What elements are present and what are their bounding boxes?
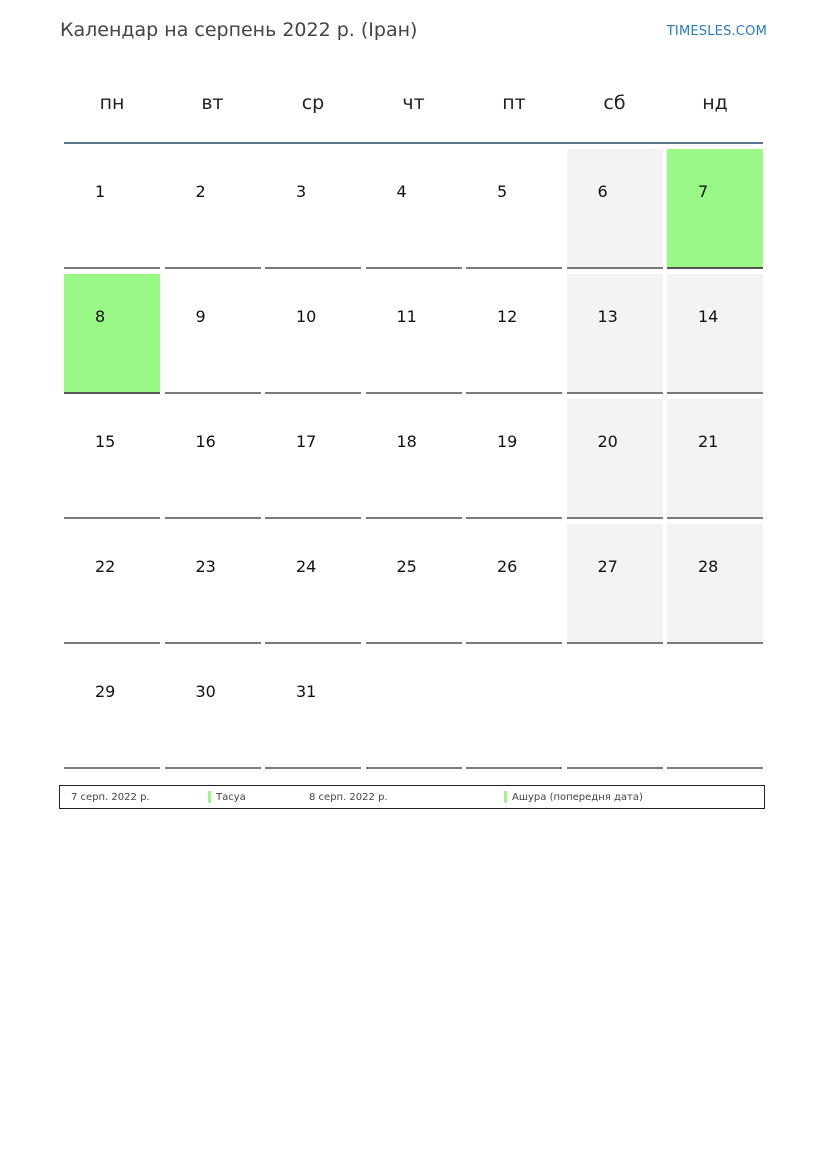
- weekday-label: сб: [603, 92, 626, 114]
- day-cell: [567, 399, 663, 519]
- day-cell: [165, 399, 261, 519]
- day-number: 5: [497, 182, 508, 201]
- brand-link[interactable]: TIMESLES.COM: [666, 24, 767, 39]
- page-title: Календар на серпень 2022 р. (Іран): [60, 19, 418, 41]
- day-number: 28: [698, 557, 719, 576]
- day-number: 14: [698, 307, 719, 326]
- day-number: 22: [95, 557, 116, 576]
- day-cell: [366, 399, 462, 519]
- day-number: 30: [195, 682, 216, 701]
- day-number: 27: [597, 557, 618, 576]
- day-cell: [466, 149, 562, 269]
- day-cell: [667, 149, 763, 269]
- day-number: 17: [296, 432, 317, 451]
- day-cell: [64, 399, 160, 519]
- day-number: 31: [296, 682, 317, 701]
- day-number: 21: [698, 432, 719, 451]
- holiday-legend: [59, 785, 765, 809]
- weekday-label: чт: [402, 92, 425, 114]
- day-number: 24: [296, 557, 317, 576]
- day-number: 23: [195, 557, 216, 576]
- day-number: 25: [396, 557, 417, 576]
- day-cell: [165, 649, 261, 769]
- day-cell: [366, 149, 462, 269]
- day-cell: [165, 274, 261, 394]
- day-number: 3: [296, 182, 307, 201]
- day-number: 2: [195, 182, 206, 201]
- weekday-label: вт: [201, 92, 224, 114]
- legend-holiday-name: Ашура (попередня дата): [512, 792, 643, 803]
- day-cell: [265, 649, 361, 769]
- day-cell: [265, 524, 361, 644]
- day-cell: [667, 274, 763, 394]
- day-cell: [366, 274, 462, 394]
- day-number: 18: [396, 432, 417, 451]
- legend-date: 7 серп. 2022 р.: [71, 792, 150, 803]
- calendar: [64, 80, 763, 769]
- day-number: 15: [95, 432, 116, 451]
- empty-day-cell: [366, 649, 462, 769]
- day-number: 1: [95, 182, 106, 201]
- day-cell: [667, 399, 763, 519]
- day-number: 7: [698, 182, 709, 201]
- empty-day-cell: [567, 649, 663, 769]
- day-number: 8: [95, 307, 106, 326]
- day-cell: [165, 149, 261, 269]
- day-number: 12: [497, 307, 518, 326]
- day-cell: [265, 274, 361, 394]
- weekday-header-row: [64, 80, 763, 144]
- legend-color-marker: [208, 791, 211, 803]
- day-cell: [567, 274, 663, 394]
- day-cell: [567, 149, 663, 269]
- day-cell: [64, 524, 160, 644]
- day-number: 11: [396, 307, 417, 326]
- weekday-label: нд: [702, 92, 728, 114]
- legend-date: 8 серп. 2022 р.: [309, 792, 388, 803]
- day-cell: [64, 149, 160, 269]
- day-cell: [466, 524, 562, 644]
- day-number: 4: [396, 182, 407, 201]
- day-cell: [567, 524, 663, 644]
- weekday-label: ср: [301, 92, 325, 114]
- empty-day-cell: [466, 649, 562, 769]
- legend-color-marker: [504, 791, 507, 803]
- day-cell: [366, 524, 462, 644]
- day-number: 6: [597, 182, 608, 201]
- day-cell: [64, 274, 160, 394]
- weekday-label: пн: [99, 92, 125, 114]
- day-cell: [265, 149, 361, 269]
- weekday-label: пт: [502, 92, 526, 114]
- day-cell: [466, 399, 562, 519]
- day-cell: [265, 399, 361, 519]
- day-number: 16: [195, 432, 216, 451]
- day-number: 9: [195, 307, 206, 326]
- day-number: 10: [296, 307, 317, 326]
- day-number: 29: [95, 682, 116, 701]
- day-cell: [165, 524, 261, 644]
- day-grid: [64, 149, 763, 769]
- day-number: 26: [497, 557, 518, 576]
- empty-day-cell: [667, 649, 763, 769]
- day-number: 20: [597, 432, 618, 451]
- legend-holiday-name: Тасуа: [216, 792, 246, 803]
- day-number: 19: [497, 432, 518, 451]
- day-cell: [64, 649, 160, 769]
- day-number: 13: [597, 307, 618, 326]
- day-cell: [667, 524, 763, 644]
- day-cell: [466, 274, 562, 394]
